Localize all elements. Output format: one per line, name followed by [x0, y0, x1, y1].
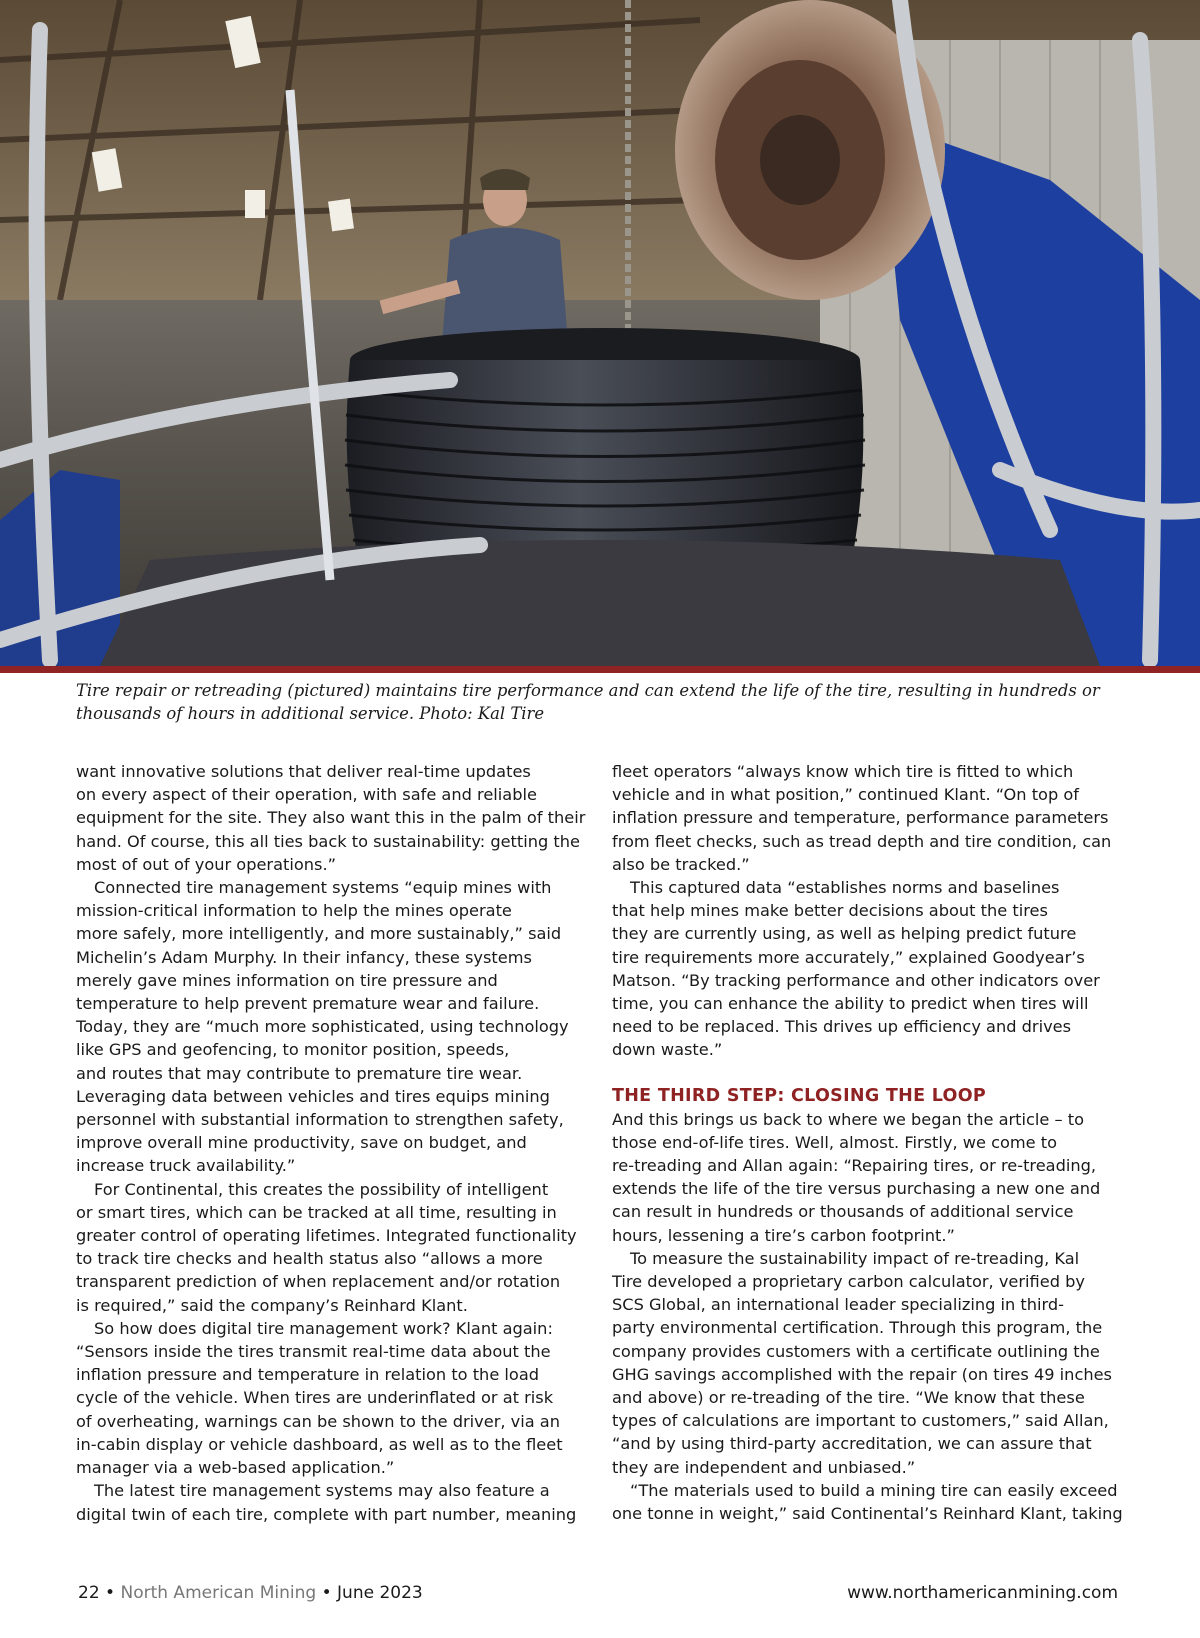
paragraph: And this brings us back to where we began the article – to those end-of-life tires. Well, almost. Firstly, we come to re-treading and Allan again: “Repairing tires, or re-treading, extends the life of the tire versus purchasing a new one and can result in hundreds or thousands of additional service hours, lessening a tire’s carbon footprint.”	[612, 1109, 1101, 1245]
paragraph: The latest tire management systems may also feature a digital twin of each tire, complete with part number, meaning	[76, 1481, 577, 1524]
paragraph: want innovative solutions that deliver real-time updates on every aspect of their operation, with safe and reliable equipment for the site. They also want this in the palm of their hand. Of course, this all ties back to sustainability: getting the most of out of your operations.”	[76, 762, 586, 874]
article-right-column	[612, 760, 1132, 1525]
photo-caption: Tire repair or retreading (pictured) maintains tire performance and can extend the life of the tire, resulting in hundreds or thousands of hours in additional service. Photo: Kal Tire	[76, 681, 1100, 723]
page-number: 22 •	[78, 1583, 116, 1603]
website-link[interactable]: www.northamericanmining.com	[847, 1583, 1118, 1603]
publication-name: North American Mining	[120, 1583, 317, 1603]
paragraph: So how does digital tire management work? Klant again: “Sensors inside the tires transmit real-time data about the inflation pressure and temperature in relation to the load cycle of the vehicle. When tires are underinflated or at risk of overheating, warnings can be shown to the driver, via an in-cabin display or vehicle dashboard, as well as to the fleet manager via a web-based application.”	[76, 1318, 563, 1478]
page-footer-left	[78, 1583, 423, 1603]
issue-date: • June 2023	[321, 1583, 423, 1603]
paragraph: This captured data “establishes norms and baselines that help mines make better decisions about the tires they are currently using, as well as helping predict future tire requirements more accurately,” explained Goodyear’s Matson. “By tracking performance and other indicators over time, you can enhance the ability to predict when tires will need to be replaced. This drives up efficiency and drives down waste.”	[612, 878, 1100, 1060]
section-heading: THE THIRD STEP: CLOSING THE LOOP	[612, 1085, 987, 1106]
paragraph: For Continental, this creates the possibility of intelligent or smart tires, which can be tracked at all time, resulting in greater control of operating lifetimes. Integrated functionality to track tire checks and health status also “allows a more transparent prediction of when replacement and/or rotation is required,” said the company’s Reinhard Klant.	[76, 1179, 577, 1315]
hero-photo	[0, 0, 1200, 666]
article-left-column	[76, 760, 586, 1526]
paragraph: To measure the sustainability impact of re-treading, Kal Tire developed a proprietary carbon calculator, verified by SCS Global, an international leader specializing in third- party environmental certification. Through this program, the company provides customers with a certificate outlining the GHG savings accomplished with the repair (on tires 49 inches and above) or re-treading of the tire. “We know that these types of calculations are important to customers,” said Allan, “and by using third-party accreditation, we can assure that they are independent and unbiased.”	[612, 1248, 1112, 1477]
paragraph: fleet operators “always know which tire is fitted to which vehicle and in what position,” continued Klant. “On top of inflation pressure and temperature, performance parameters from fleet checks, such as tread depth and tire condition, can also be tracked.”	[612, 762, 1112, 874]
tire-retreading-illustration	[0, 0, 1200, 666]
paragraph: “The materials used to build a mining tire can easily exceed one tonne in weight,” said Continental’s Reinhard Klant, taking	[612, 1480, 1123, 1524]
photo-accent-rule	[0, 666, 1200, 673]
paragraph: Connected tire management systems “equip mines with mission-critical information to help the mines operate more safely, more intelligently, and more sustainably,” said Michelin’s Adam Murphy. In their infancy, these systems merely gave mines information on tire pressure and temperature to help prevent premature wear and failure. Today, they are “much more sophisticated, using technology like GPS and geofencing, to monitor position, speeds, and routes that may contribute to premature tire wear. Leveraging data between vehicles and tires equips mining personnel with substantial information to strengthen safety, improve overall mine productivity, save on budget, and increase truck availability.”	[76, 878, 569, 1176]
